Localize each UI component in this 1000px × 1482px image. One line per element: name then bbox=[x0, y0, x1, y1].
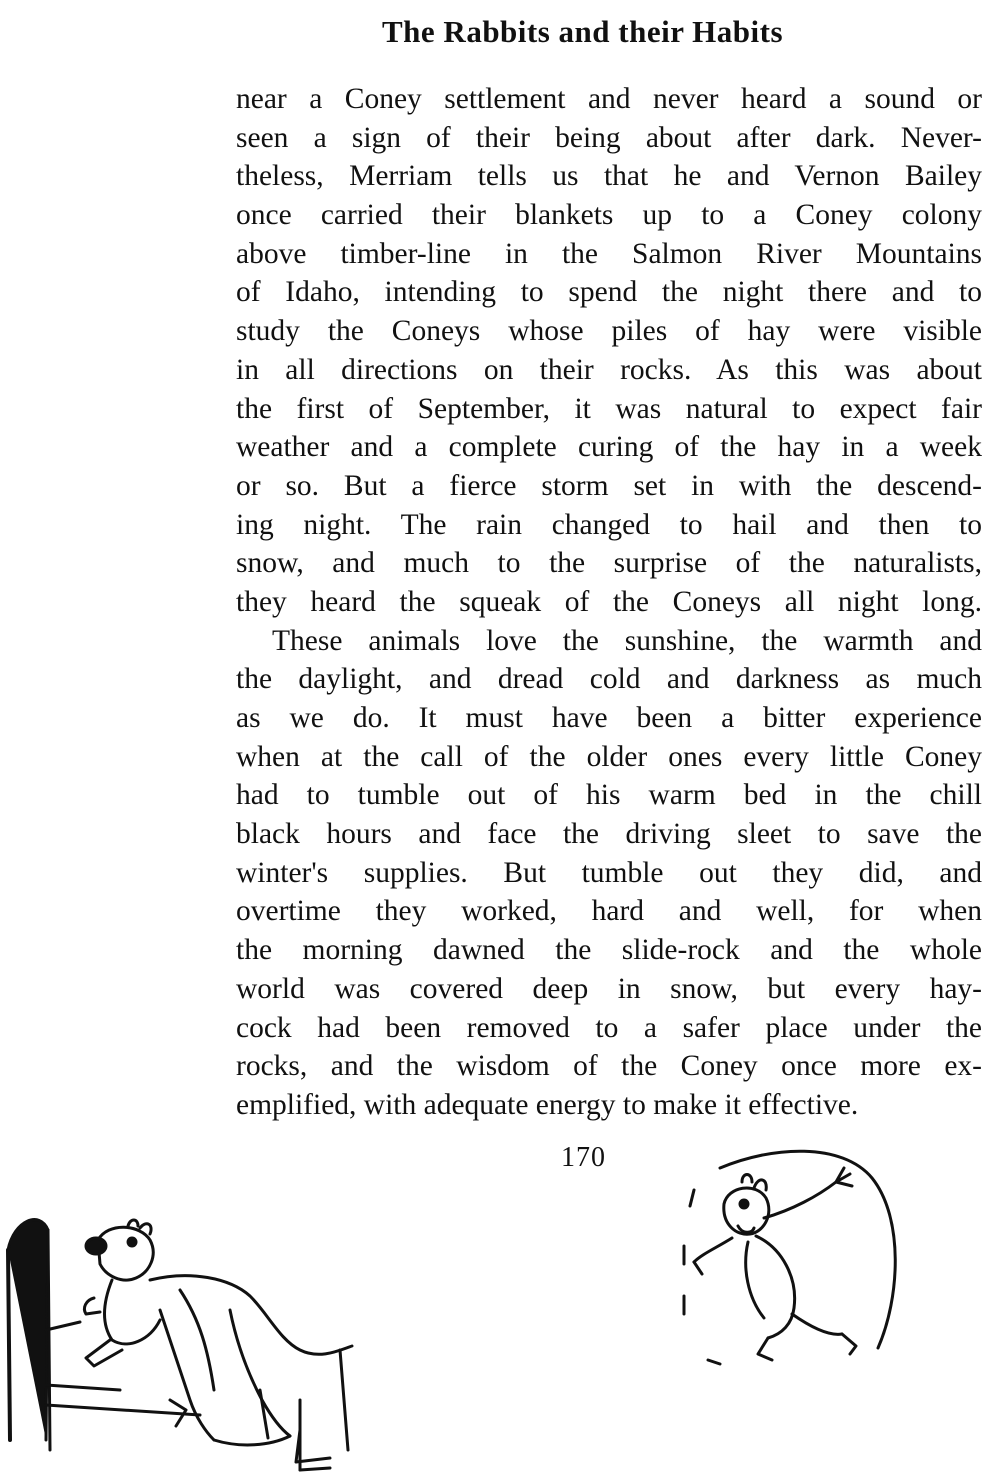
text-line: snow, and much to the surprise of the naturalists, bbox=[236, 547, 982, 580]
coney-in-bed-illustration bbox=[0, 1200, 380, 1482]
text-line: seen a sign of their being about after dark. Never- bbox=[236, 121, 982, 154]
text-line: winter's supplies. But tumble out they did, and bbox=[236, 856, 982, 889]
text-line: study the Coneys whose piles of hay were visible bbox=[236, 315, 982, 348]
text-line: the morning dawned the slide-rock and the whole bbox=[236, 934, 982, 967]
text-line: theless, Merriam tells us that he and Vernon Bailey bbox=[236, 160, 982, 193]
text-line: ing night. The rain changed to hail and then to bbox=[236, 508, 982, 541]
text-line: overtime they worked, hard and well, for when bbox=[236, 895, 982, 928]
text-line: rocks, and the wisdom of the Coney once more ex- bbox=[236, 1050, 982, 1083]
text-line: or so. But a fierce storm set in with the descend- bbox=[236, 469, 982, 502]
text-line: These animals love the sunshine, the warmth and bbox=[272, 624, 982, 657]
text-line: above timber-line in the Salmon River Mountains bbox=[236, 237, 982, 270]
text-line: once carried their blankets up to a Coney colony bbox=[236, 199, 982, 232]
text-line: near a Coney settlement and never heard a sound or bbox=[236, 83, 982, 115]
text-line: world was covered deep in snow, but every hay- bbox=[236, 972, 982, 1005]
text-line: emplified, with adequate energy to make it effective. bbox=[236, 1088, 859, 1121]
text-line: black hours and face the driving sleet to save the bbox=[236, 818, 982, 851]
running-head: The Rabbits and their Habits bbox=[382, 14, 784, 49]
body-text bbox=[236, 80, 982, 1125]
coney-in-storm-illustration bbox=[672, 1138, 912, 1390]
text-line: the first of September, it was natural to expect fair bbox=[236, 392, 982, 425]
text-line: cock had been removed to a safer place under the bbox=[236, 1011, 982, 1044]
text-line: when at the call of the older ones every little Coney bbox=[236, 740, 982, 773]
text-line: had to tumble out of his warm bed in the chill bbox=[236, 779, 982, 812]
text-line: they heard the squeak of the Coneys all night long. bbox=[236, 585, 982, 618]
text-line: the daylight, and dread cold and darkness as much bbox=[236, 663, 982, 696]
text-line: of Idaho, intending to spend the night there and to bbox=[236, 276, 982, 309]
text-line: weather and a complete curing of the hay in a week bbox=[236, 431, 982, 464]
text-line: in all directions on their rocks. As this was about bbox=[236, 353, 982, 386]
text-line: as we do. It must have been a bitter experience bbox=[236, 702, 982, 734]
page-number: 170 bbox=[561, 1142, 606, 1173]
